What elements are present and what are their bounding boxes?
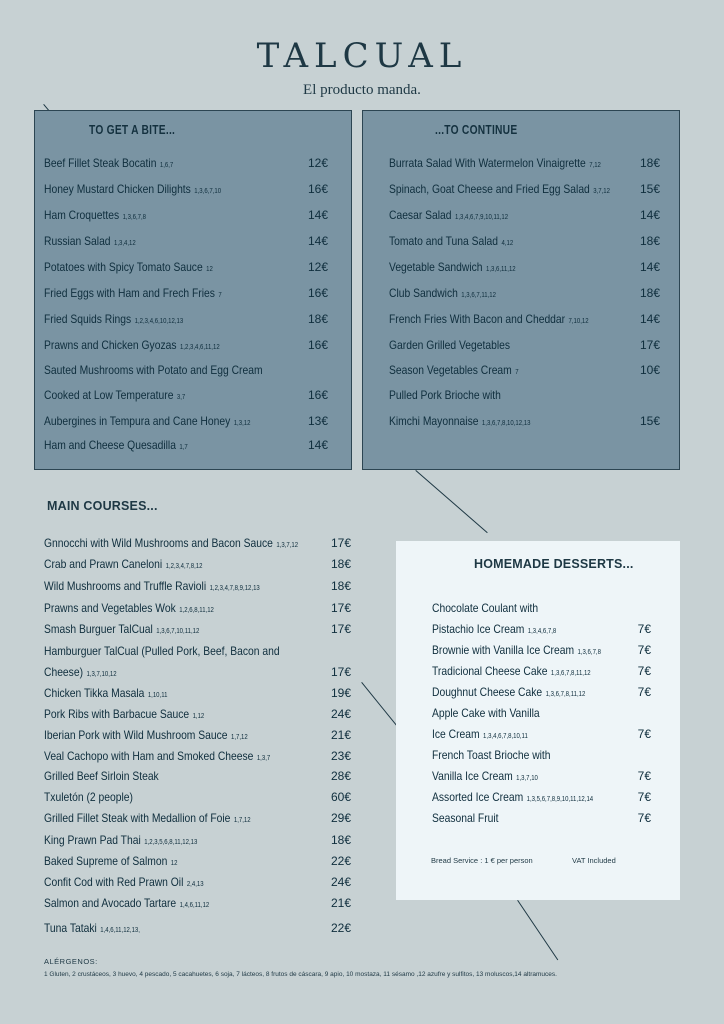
desserts-item bbox=[432, 769, 555, 783]
main-item bbox=[44, 601, 242, 615]
bite-item-price: 14€ bbox=[307, 208, 328, 222]
desserts-section bbox=[396, 541, 680, 900]
continue-item-price: 17€ bbox=[639, 338, 660, 352]
bite-item-price: 12€ bbox=[307, 156, 328, 170]
continue-item-price: 14€ bbox=[639, 208, 660, 222]
continue-item bbox=[389, 312, 621, 326]
bite-item-name: Cooked at Low Temperature 3,7 bbox=[44, 388, 186, 402]
main-item-name: Txuletón (2 people) bbox=[44, 790, 133, 804]
main-item-price: 19€ bbox=[330, 686, 351, 700]
desserts-item bbox=[432, 811, 513, 825]
bite-item-name: Honey Mustard Chicken Dilights 1,3,6,7,10 bbox=[44, 182, 222, 196]
continue-item-name: French Fries With Bacon and Cheddar 7,10,12 bbox=[389, 312, 589, 326]
desserts-section-title: HOMEMADE DESSERTS... bbox=[474, 557, 634, 571]
main-item-allergens: 1,2,6,8,11,12 bbox=[179, 607, 214, 614]
main-item bbox=[44, 854, 199, 868]
desserts-item-name: Doughnut Cheese Cake 1,3,6,7,8,11,12 bbox=[432, 685, 586, 699]
main-item-price: 21€ bbox=[330, 896, 351, 910]
continue-item bbox=[389, 286, 513, 300]
continue-item bbox=[389, 260, 536, 274]
bite-item-name: Beef Fillet Steak Bocatin 1,6,7 bbox=[44, 156, 174, 170]
bite-item-price: 16€ bbox=[307, 286, 328, 300]
main-item-price: 60€ bbox=[330, 790, 351, 804]
desserts-item-name: Brownie with Vanilla Ice Cream 1,3,6,7,8 bbox=[432, 643, 601, 657]
continue-item-price: 14€ bbox=[639, 312, 660, 326]
bite-item-allergens: 3,7 bbox=[176, 394, 186, 401]
bite-item-name: Russian Salad 1,3,4,12 bbox=[44, 234, 136, 248]
main-item bbox=[44, 875, 230, 889]
main-item-allergens: 1,3,7 bbox=[256, 755, 271, 762]
desserts-item-allergens: 1,3,5,6,7,8,9,10,11,12,14 bbox=[526, 796, 594, 803]
brand-logo: TALCUAL bbox=[256, 36, 468, 76]
bite-item bbox=[44, 208, 163, 222]
continue-item-name: Garden Grilled Vegetables bbox=[389, 338, 511, 352]
main-item-allergens: 1,2,3,5,6,8,11,12,13 bbox=[144, 839, 198, 846]
bite-item bbox=[44, 388, 208, 402]
main-item bbox=[44, 833, 222, 847]
desserts-item-price: 7€ bbox=[637, 727, 651, 741]
desserts-item-name: Vanilla Ice Cream 1,3,7,10 bbox=[432, 769, 538, 783]
main-item-price: 21€ bbox=[330, 728, 351, 742]
bite-item bbox=[44, 312, 206, 326]
main-item-name: Crab and Prawn Caneloni 1,2,3,4,7,8,12 bbox=[44, 557, 203, 571]
bite-item-name: Aubergines in Tempura and Cane Honey 1,3,12 bbox=[44, 414, 251, 428]
main-item-name: Wild Mushrooms and Truffle Ravioli 1,2,3,4,7,8,9,12,13 bbox=[44, 579, 260, 593]
continue-item-name: Season Vegetables Cream 7 bbox=[389, 363, 519, 377]
continue-item-price: 14€ bbox=[639, 260, 660, 274]
bite-item-price: 13€ bbox=[307, 414, 328, 428]
continue-item-price: 18€ bbox=[639, 286, 660, 300]
main-item-allergens: 1,2,3,4,7,8,12 bbox=[165, 563, 203, 570]
continue-item-name: Club Sandwich 1,3,6,7,11,12 bbox=[389, 286, 496, 300]
decor-line-mid bbox=[415, 470, 487, 533]
continue-item-allergens: 7 bbox=[515, 369, 519, 376]
main-item-allergens: 12 bbox=[170, 860, 178, 867]
continue-section-title: ...TO CONTINUE bbox=[435, 123, 518, 137]
main-item bbox=[44, 665, 128, 679]
main-item bbox=[44, 728, 281, 742]
desserts-item-allergens: 1,3,4,6,7,8 bbox=[527, 628, 557, 635]
desserts-item-allergens: 1,3,4,6,7,8,10,11 bbox=[483, 733, 528, 740]
desserts-item-price: 7€ bbox=[637, 685, 651, 699]
bite-item bbox=[44, 414, 284, 428]
bite-item-name: Ham and Cheese Quesadilla 1,7 bbox=[44, 438, 188, 452]
desserts-item-name: French Toast Brioche with bbox=[432, 748, 551, 762]
main-item bbox=[44, 536, 339, 550]
continue-item-name: Tomato and Tuna Salad 4,12 bbox=[389, 234, 514, 248]
main-item bbox=[44, 707, 230, 721]
desserts-item bbox=[432, 601, 559, 615]
continue-item-allergens: 1,3,6,7,11,12 bbox=[461, 292, 496, 299]
continue-item-name: Burrata Salad With Watermelon Vinaigrette 7,12 bbox=[389, 156, 601, 170]
main-item-allergens: 2,4,13 bbox=[186, 881, 204, 888]
desserts-item-name: Chocolate Coulant with bbox=[432, 601, 539, 615]
desserts-item bbox=[432, 748, 574, 762]
main-item bbox=[44, 557, 228, 571]
desserts-item-price: 7€ bbox=[637, 622, 651, 636]
bite-item bbox=[44, 182, 250, 196]
bite-item-price: 16€ bbox=[307, 182, 328, 196]
main-item-price: 18€ bbox=[330, 833, 351, 847]
bite-item-allergens: 1,2,3,4,6,10,12,13 bbox=[134, 318, 184, 325]
continue-item bbox=[389, 208, 527, 222]
desserts-item-price: 7€ bbox=[637, 643, 651, 657]
main-item-price: 17€ bbox=[330, 665, 351, 679]
bite-item bbox=[44, 156, 194, 170]
continue-item-allergens: 4,12 bbox=[501, 240, 514, 247]
main-item-name: King Prawn Pad Thai 1,2,3,5,6,8,11,12,13 bbox=[44, 833, 198, 847]
continue-item bbox=[389, 182, 646, 196]
main-item-name: Gnnocchi with Wild Mushrooms and Bacon Sauce 1,3,7,12 bbox=[44, 536, 299, 550]
bite-item-price: 16€ bbox=[307, 338, 328, 352]
desserts-item bbox=[432, 790, 619, 804]
continue-item-price: 18€ bbox=[639, 156, 660, 170]
bite-item-price: 14€ bbox=[307, 438, 328, 452]
main-item-price: 28€ bbox=[330, 769, 351, 783]
main-item-price: 17€ bbox=[330, 622, 351, 636]
desserts-item-name: Tradicional Cheese Cake 1,3,6,7,8,11,12 bbox=[432, 664, 591, 678]
bite-item-name: Fried Squids Rings 1,2,3,4,6,10,12,13 bbox=[44, 312, 184, 326]
main-item-name: Veal Cachopo with Ham and Smoked Cheese 1,3,7 bbox=[44, 749, 271, 763]
desserts-item-allergens: 1,3,6,7,8 bbox=[577, 649, 601, 656]
main-item-price: 18€ bbox=[330, 579, 351, 593]
desserts-item-allergens: 1,3,7,10 bbox=[516, 775, 538, 782]
continue-item-name: Spinach, Goat Cheese and Fried Egg Salad 3,7,12 bbox=[389, 182, 610, 196]
brand-tagline: El producto manda. bbox=[303, 82, 421, 98]
desserts-item-name: Assorted Ice Cream 1,3,5,6,7,8,9,10,11,12,14 bbox=[432, 790, 594, 804]
main-item-allergens: 1,10,11 bbox=[147, 692, 168, 699]
bite-item-allergens: 1,3,6,7,8 bbox=[122, 214, 147, 221]
main-item-name: Smash Burguer TalCual 1,3,6,7,10,11,12 bbox=[44, 622, 200, 636]
desserts-item bbox=[432, 643, 628, 657]
main-item-allergens: 1,4,6,11,12,13, bbox=[100, 927, 140, 934]
continue-item-allergens: 1,3,4,6,7,9,10,11,12 bbox=[454, 214, 509, 221]
main-item-name: Pork Ribs with Barbacue Sauce 1,12 bbox=[44, 707, 205, 721]
continue-item-name: Kimchi Mayonnaise 1,3,6,7,8,10,12,13 bbox=[389, 414, 531, 428]
bite-item-allergens: 12 bbox=[206, 266, 213, 273]
main-item-name: Prawns and Vegetables Wok 1,2,6,8,11,12 bbox=[44, 601, 214, 615]
continue-item-allergens: 3,7,12 bbox=[593, 188, 610, 195]
continue-item-price: 15€ bbox=[639, 414, 660, 428]
continue-item bbox=[389, 388, 523, 402]
main-item-allergens: 1,2,3,4,7,8,9,12,13 bbox=[209, 585, 260, 592]
continue-item bbox=[389, 363, 540, 377]
bite-item bbox=[44, 260, 240, 274]
main-item bbox=[44, 622, 225, 636]
bite-item-price: 12€ bbox=[307, 260, 328, 274]
main-item-name: Iberian Pork with Wild Mushroom Sauce 1,7,12 bbox=[44, 728, 248, 742]
main-item-name: Grilled Beef Sirloin Steak bbox=[44, 769, 159, 783]
bite-item-allergens: 1,6,7 bbox=[159, 162, 174, 169]
continue-item bbox=[389, 414, 553, 428]
main-item bbox=[44, 644, 322, 658]
continue-item-price: 18€ bbox=[639, 234, 660, 248]
bite-item-name: Sauted Mushrooms with Potato and Egg Cream bbox=[44, 363, 263, 377]
vat-note: VAT Included bbox=[572, 856, 616, 865]
main-item-price: 17€ bbox=[330, 601, 351, 615]
main-item-allergens: 1,3,7,10,12 bbox=[86, 671, 117, 678]
main-section-title: MAIN COURSES... bbox=[47, 499, 158, 513]
main-item-allergens: 1,7,12 bbox=[230, 734, 248, 741]
desserts-item-name: Ice Cream 1,3,4,6,7,8,10,11 bbox=[432, 727, 528, 741]
desserts-item bbox=[432, 664, 616, 678]
main-item-price: 22€ bbox=[330, 921, 351, 935]
bite-item-allergens: 1,3,6,7,10 bbox=[194, 188, 222, 195]
main-item bbox=[44, 790, 151, 804]
allergens-title: ALÉRGENOS: bbox=[44, 957, 98, 966]
bite-item-price: 16€ bbox=[307, 388, 328, 402]
main-item-name: Hamburguer TalCual (Pulled Pork, Beef, Bacon and bbox=[44, 644, 280, 658]
bite-item bbox=[44, 286, 251, 300]
brand-header bbox=[0, 36, 724, 99]
desserts-item bbox=[432, 706, 561, 720]
main-item-allergens: 1,4,6,11,12 bbox=[179, 902, 210, 909]
continue-item bbox=[389, 156, 635, 170]
continue-item bbox=[389, 338, 534, 352]
main-item bbox=[44, 749, 307, 763]
bite-item-name: Prawns and Chicken Gyozas 1,2,3,4,6,11,12 bbox=[44, 338, 220, 352]
desserts-item-price: 7€ bbox=[637, 811, 651, 825]
main-item-allergens: 1,3,7,12 bbox=[276, 542, 299, 549]
bread-service: Bread Service : 1 € per person bbox=[431, 856, 533, 865]
bite-item-name: Ham Croquettes 1,3,6,7,8 bbox=[44, 208, 147, 222]
bite-item-allergens: 1,3,12 bbox=[233, 420, 251, 427]
desserts-item-price: 7€ bbox=[637, 769, 651, 783]
desserts-item-price: 7€ bbox=[637, 790, 651, 804]
main-item-name: Grilled Fillet Steak with Medallion of Foie 1,7,12 bbox=[44, 811, 251, 825]
decor-line-bottom bbox=[517, 900, 558, 960]
bite-item-price: 18€ bbox=[307, 312, 328, 326]
main-item-name: Tuna Tataki 1,4,6,11,12,13, bbox=[44, 921, 140, 935]
main-item-allergens: 1,12 bbox=[192, 713, 205, 720]
bite-item bbox=[44, 234, 151, 248]
main-item-price: 22€ bbox=[330, 854, 351, 868]
continue-item-allergens: 1,3,6,7,8,10,12,13 bbox=[481, 420, 531, 427]
desserts-item-name: Pistachio Ice Cream 1,3,4,6,7,8 bbox=[432, 622, 557, 636]
main-item-name: Confit Cod with Red Prawn Oil 2,4,13 bbox=[44, 875, 204, 889]
main-item-price: 29€ bbox=[330, 811, 351, 825]
bite-section-title: TO GET A BITE... bbox=[89, 123, 176, 137]
bite-item bbox=[44, 363, 302, 377]
desserts-item bbox=[432, 622, 576, 636]
continue-item-price: 10€ bbox=[639, 363, 660, 377]
main-item-allergens: 1,7,12 bbox=[233, 817, 251, 824]
continue-item-name: Pulled Pork Brioche with bbox=[389, 388, 501, 402]
main-item-price: 18€ bbox=[330, 557, 351, 571]
main-item-name: Baked Supreme of Salmon 12 bbox=[44, 854, 178, 868]
allergens-legend: 1 Gluten, 2 crustáceos, 3 huevo, 4 pescado, 5 cacahuetes, 6 soja, 7 lácteos, 8 frutos de cáscara, 9 apio, 10 mostaza, 11 sésamo ,12 azufre y sulfitos, 13 moluscos,14 altramuces. bbox=[44, 971, 557, 978]
desserts-item-price: 7€ bbox=[637, 664, 651, 678]
continue-item-price: 15€ bbox=[639, 182, 660, 196]
main-item-name: Cheese) 1,3,7,10,12 bbox=[44, 665, 117, 679]
main-item bbox=[44, 921, 156, 935]
bite-item-name: Fried Eggs with Ham and Frech Fries 7 bbox=[44, 286, 222, 300]
bite-item-allergens: 1,7 bbox=[179, 444, 188, 451]
main-item bbox=[44, 769, 181, 783]
main-item-price: 24€ bbox=[330, 875, 351, 889]
bite-item-allergens: 1,3,4,12 bbox=[113, 240, 136, 247]
main-item-name: Chicken Tikka Masala 1,10,11 bbox=[44, 686, 168, 700]
continue-item bbox=[389, 234, 533, 248]
desserts-item-allergens: 1,3,6,7,8,11,12 bbox=[550, 670, 591, 677]
bite-item-name: Potatoes with Spicy Tomato Sauce 12 bbox=[44, 260, 213, 274]
main-item-price: 24€ bbox=[330, 707, 351, 721]
bite-item-allergens: 1,2,3,4,6,11,12 bbox=[179, 344, 220, 351]
main-item bbox=[44, 896, 236, 910]
continue-item-allergens: 1,3,6,11,12 bbox=[485, 266, 516, 273]
desserts-item-name: Seasonal Fruit bbox=[432, 811, 499, 825]
continue-item-name: Vegetable Sandwich 1,3,6,11,12 bbox=[389, 260, 516, 274]
main-item-price: 17€ bbox=[330, 536, 351, 550]
continue-item-name: Caesar Salad 1,3,4,6,7,9,10,11,12 bbox=[389, 208, 509, 222]
bite-item-allergens: 7 bbox=[218, 292, 222, 299]
main-item-price: 23€ bbox=[330, 749, 351, 763]
main-item-name: Salmon and Avocado Tartare 1,4,6,11,12 bbox=[44, 896, 210, 910]
main-item bbox=[44, 686, 188, 700]
desserts-item bbox=[432, 685, 610, 699]
main-item-allergens: 1,3,6,7,10,11,12 bbox=[156, 628, 200, 635]
main-item bbox=[44, 811, 284, 825]
bite-item-price: 14€ bbox=[307, 234, 328, 248]
desserts-item-allergens: 1,3,6,7,8,11,12 bbox=[545, 691, 586, 698]
main-item bbox=[44, 579, 295, 593]
desserts-item-name: Apple Cake with Vanilla bbox=[432, 706, 540, 720]
bite-item bbox=[44, 338, 248, 352]
desserts-item bbox=[432, 727, 543, 741]
bite-item bbox=[44, 438, 211, 452]
continue-item-allergens: 7,12 bbox=[589, 162, 601, 169]
continue-item-allergens: 7,10,12 bbox=[568, 318, 589, 325]
